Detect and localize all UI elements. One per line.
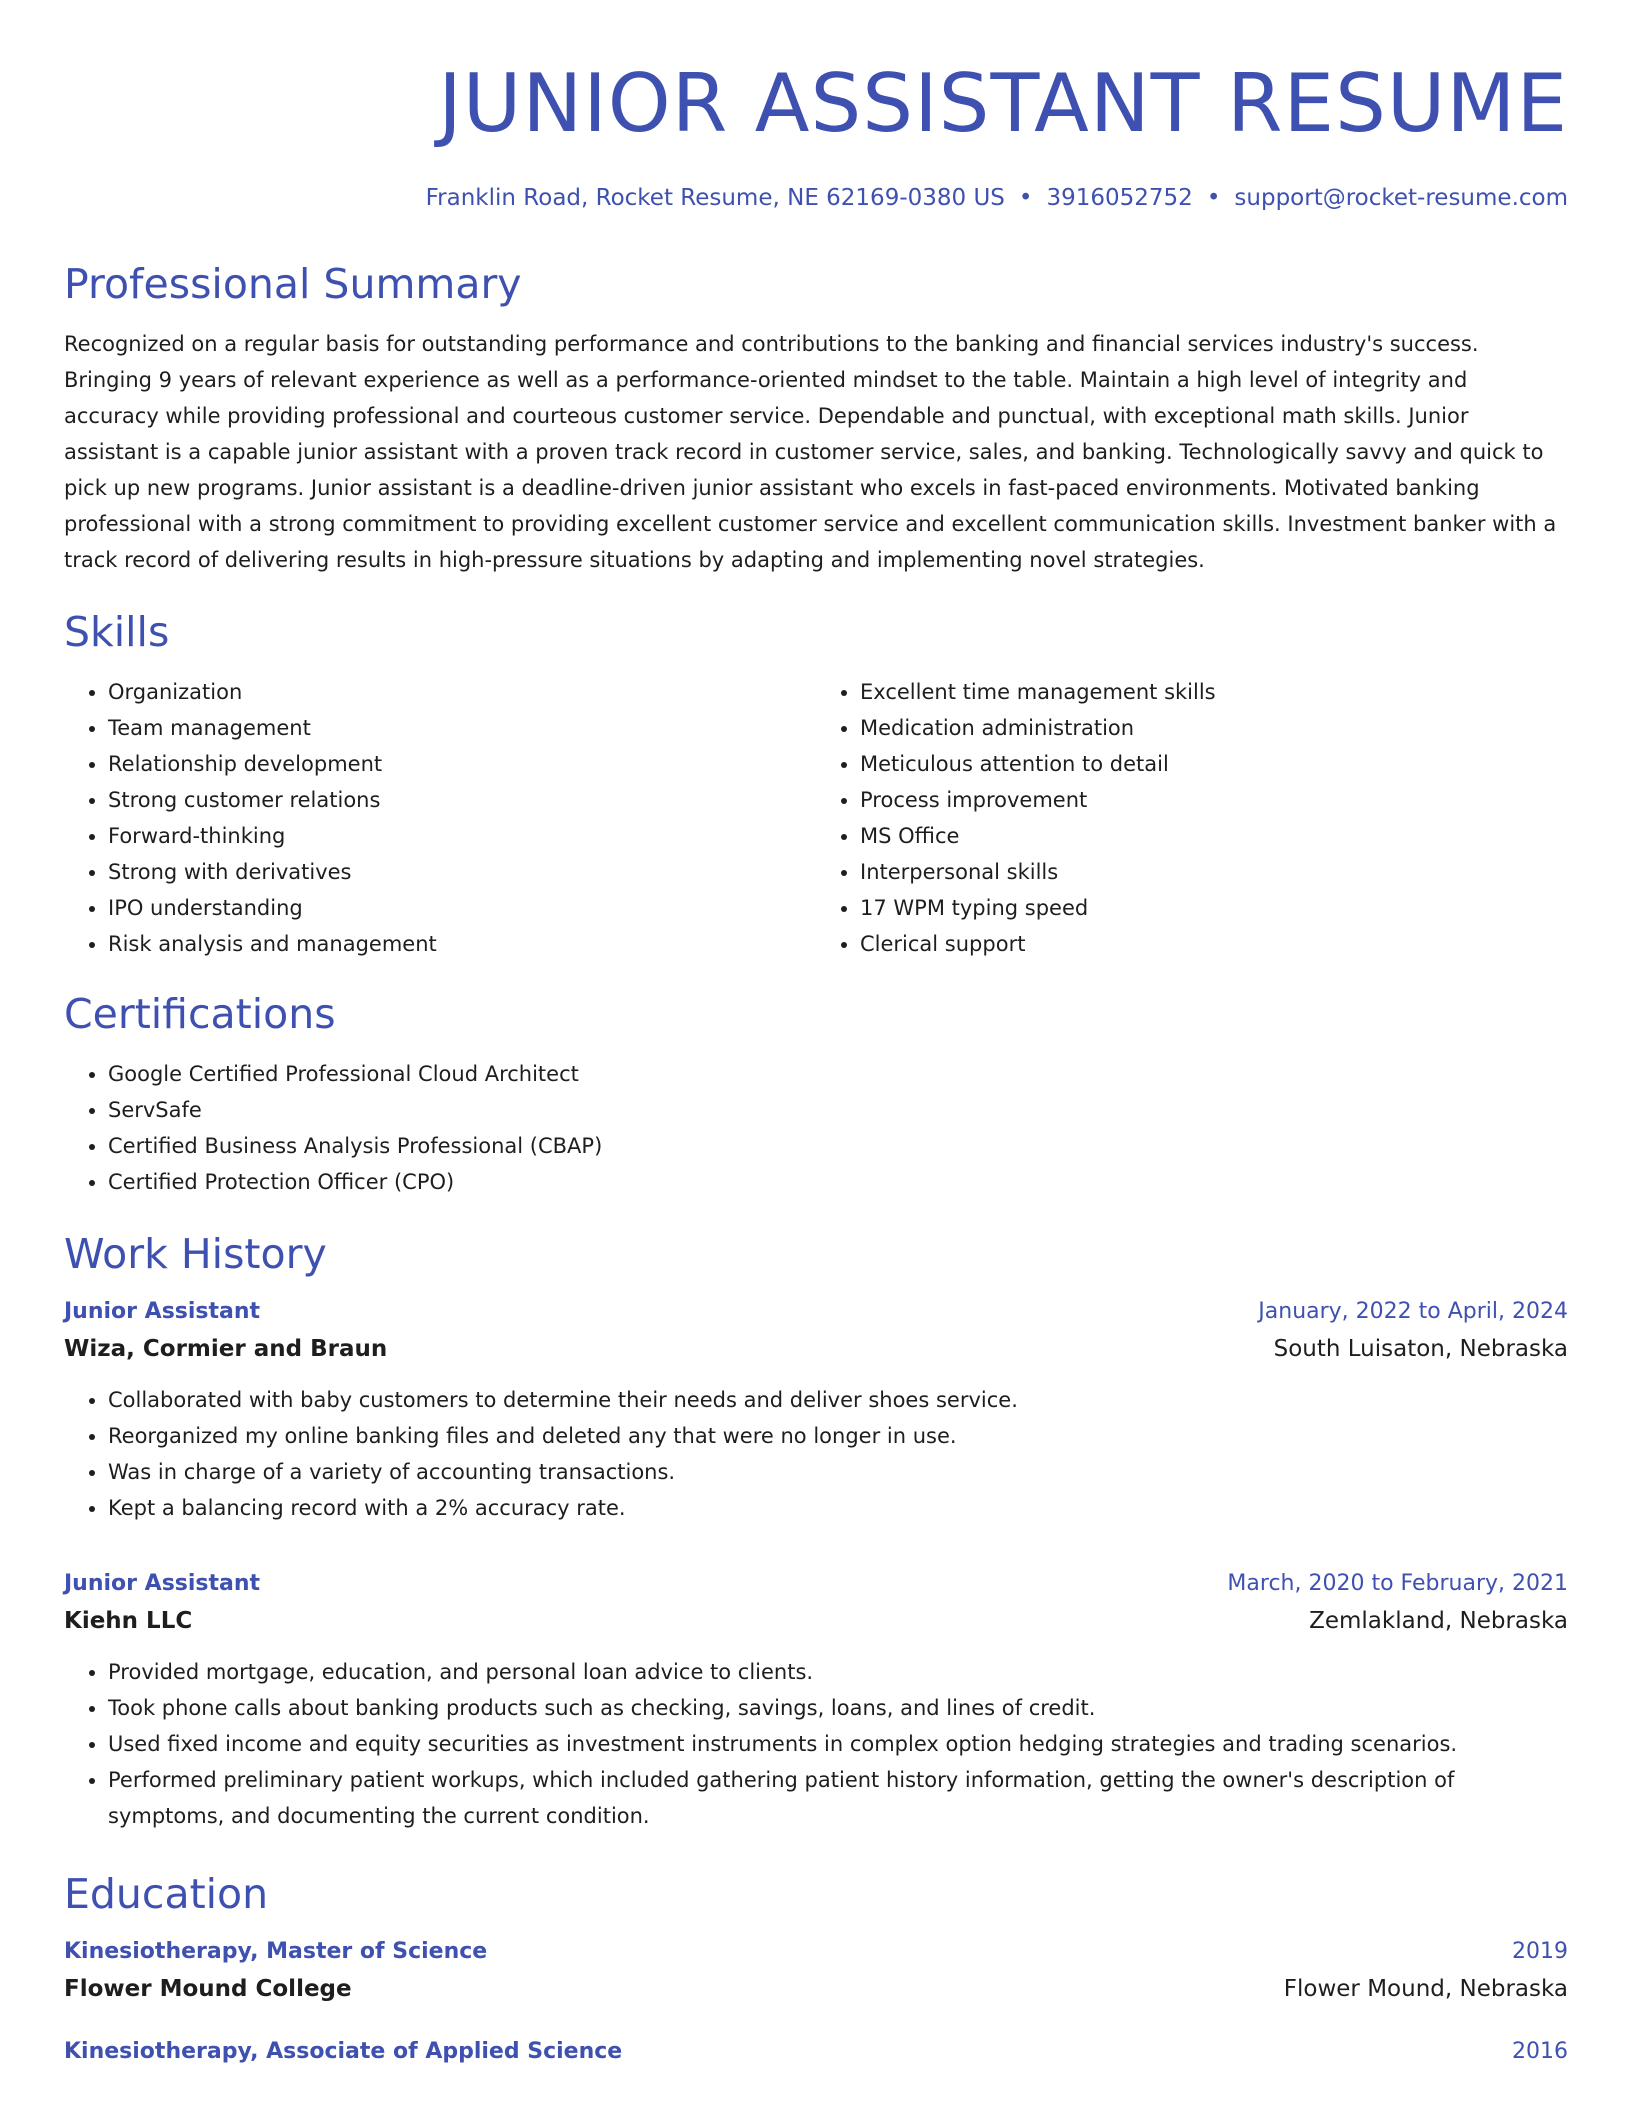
education-entry bbox=[64, 1934, 1568, 2008]
contact-email: support@rocket-resume.com bbox=[1234, 185, 1568, 211]
skill-item: • Excellent time management skills bbox=[860, 674, 1568, 710]
education-entry bbox=[64, 2034, 1568, 2070]
job-role: Junior Assistant bbox=[64, 1299, 261, 1324]
work-history-heading: Work History bbox=[64, 1230, 327, 1278]
skill-item: • IPO understanding bbox=[108, 890, 816, 926]
job-entry bbox=[64, 1566, 1568, 1834]
job-dates: January, 2022 to April, 2024 bbox=[1258, 1299, 1568, 1324]
job-location: South Luisaton, Nebraska bbox=[1273, 1336, 1568, 1362]
job-company: Wiza, Cormier and Braun bbox=[64, 1336, 388, 1362]
education-header-row bbox=[64, 1934, 1568, 1970]
skill-item: • MS Office bbox=[860, 818, 1568, 854]
contact-separator: • bbox=[1018, 185, 1033, 211]
certifications-heading: Certifications bbox=[64, 990, 336, 1038]
education-degree: Kinesiotherapy, Master of Science bbox=[64, 1939, 488, 1964]
job-bullet: • Provided mortgage, education, and personal loan advice to clients. bbox=[108, 1654, 1568, 1690]
education-degree: Kinesiotherapy, Associate of Applied Science bbox=[64, 2039, 623, 2064]
job-bullet: • Performed preliminary patient workups, which included gathering patient history information, getting the owner's description of symptoms, and documenting the current condition. bbox=[108, 1762, 1568, 1834]
job-bullet: • Used fixed income and equity securities as investment instruments in complex option hedging strategies and trading scenarios. bbox=[108, 1726, 1568, 1762]
certification-item: • Certified Protection Officer (CPO) bbox=[108, 1164, 1568, 1200]
certification-item: • ServSafe bbox=[108, 1092, 1568, 1128]
education-location: Flower Mound, Nebraska bbox=[1283, 1976, 1568, 2002]
job-company: Kiehn LLC bbox=[64, 1608, 193, 1634]
contact-line bbox=[64, 182, 1568, 214]
job-bullet: • Reorganized my online banking files and deleted any that were no longer in use. bbox=[108, 1418, 1568, 1454]
skill-item: • Strong customer relations bbox=[108, 782, 816, 818]
skill-item: • 17 WPM typing speed bbox=[860, 890, 1568, 926]
certification-item: • Google Certified Professional Cloud Architect bbox=[108, 1056, 1568, 1092]
job-location: Zemlakland, Nebraska bbox=[1309, 1608, 1568, 1634]
skill-item: • Relationship development bbox=[108, 746, 816, 782]
skills-list-left bbox=[64, 674, 816, 962]
job-header-row bbox=[64, 1294, 1568, 1330]
job-company-row bbox=[64, 1602, 1568, 1640]
resume-page bbox=[64, 0, 1568, 2070]
skills-heading: Skills bbox=[64, 608, 170, 656]
job-bullet: • Took phone calls about banking products such as checking, savings, loans, and lines of credit. bbox=[108, 1690, 1568, 1726]
certification-item: • Certified Business Analysis Professional (CBAP) bbox=[108, 1128, 1568, 1164]
job-header-row bbox=[64, 1566, 1568, 1602]
skill-item: • Forward-thinking bbox=[108, 818, 816, 854]
job-company-row bbox=[64, 1330, 1568, 1368]
skill-item: • Clerical support bbox=[860, 926, 1568, 962]
education-year: 2016 bbox=[1512, 2039, 1568, 2064]
education-school: Flower Mound College bbox=[64, 1976, 352, 2002]
contact-phone: 3916052752 bbox=[1046, 185, 1193, 211]
job-bullets bbox=[64, 1654, 1568, 1834]
job-bullet: • Was in charge of a variety of accounting transactions. bbox=[108, 1454, 1568, 1490]
skill-item: • Strong with derivatives bbox=[108, 854, 816, 890]
resume-title: JUNIOR ASSISTANT RESUME bbox=[438, 57, 1568, 150]
contact-address: Franklin Road, Rocket Resume, NE 62169-0380 US bbox=[425, 185, 1005, 211]
job-bullets bbox=[64, 1382, 1568, 1526]
skills-columns bbox=[64, 674, 1568, 962]
skill-item: • Medication administration bbox=[860, 710, 1568, 746]
summary-text: Recognized on a regular basis for outstanding performance and contributions to the banking and financial services industry's success. Bringing 9 years of relevant experience as well as a performance-oriented mindset to the table. Maintain a high level of integrity and accuracy while providing professional and courteous customer service. Dependable and punctual, with exceptional math skills. Junior assistant is a capable junior assistant with a proven track record in customer service, sales, and banking. Technologically savvy and quick to pick up new programs. Junior assistant is a deadline-driven junior assistant who excels in fast-paced environments. Motivated banking professional with a strong commitment to providing excellent customer service and excellent communication skills. Investment banker with a track record of delivering results in high-pressure situations by adapting and implementing novel strategies. bbox=[64, 332, 1557, 572]
education-header-row bbox=[64, 2034, 1568, 2070]
skill-item: • Team management bbox=[108, 710, 816, 746]
job-dates: March, 2020 to February, 2021 bbox=[1227, 1571, 1568, 1596]
education-year: 2019 bbox=[1512, 1939, 1568, 1964]
skill-item: • Risk analysis and management bbox=[108, 926, 816, 962]
contact-separator: • bbox=[1206, 185, 1221, 211]
skill-item: • Process improvement bbox=[860, 782, 1568, 818]
education-heading: Education bbox=[64, 1870, 269, 1918]
summary-heading: Professional Summary bbox=[64, 260, 522, 308]
skills-list-right bbox=[816, 674, 1568, 962]
certifications-list bbox=[64, 1056, 1568, 1200]
job-entry bbox=[64, 1294, 1568, 1526]
education-school-row bbox=[64, 1970, 1568, 2008]
job-role: Junior Assistant bbox=[64, 1571, 261, 1596]
job-bullet: • Kept a balancing record with a 2% accuracy rate. bbox=[108, 1490, 1568, 1526]
job-bullet: • Collaborated with baby customers to determine their needs and deliver shoes service. bbox=[108, 1382, 1568, 1418]
skill-item: • Meticulous attention to detail bbox=[860, 746, 1568, 782]
skill-item: • Interpersonal skills bbox=[860, 854, 1568, 890]
skill-item: • Organization bbox=[108, 674, 816, 710]
